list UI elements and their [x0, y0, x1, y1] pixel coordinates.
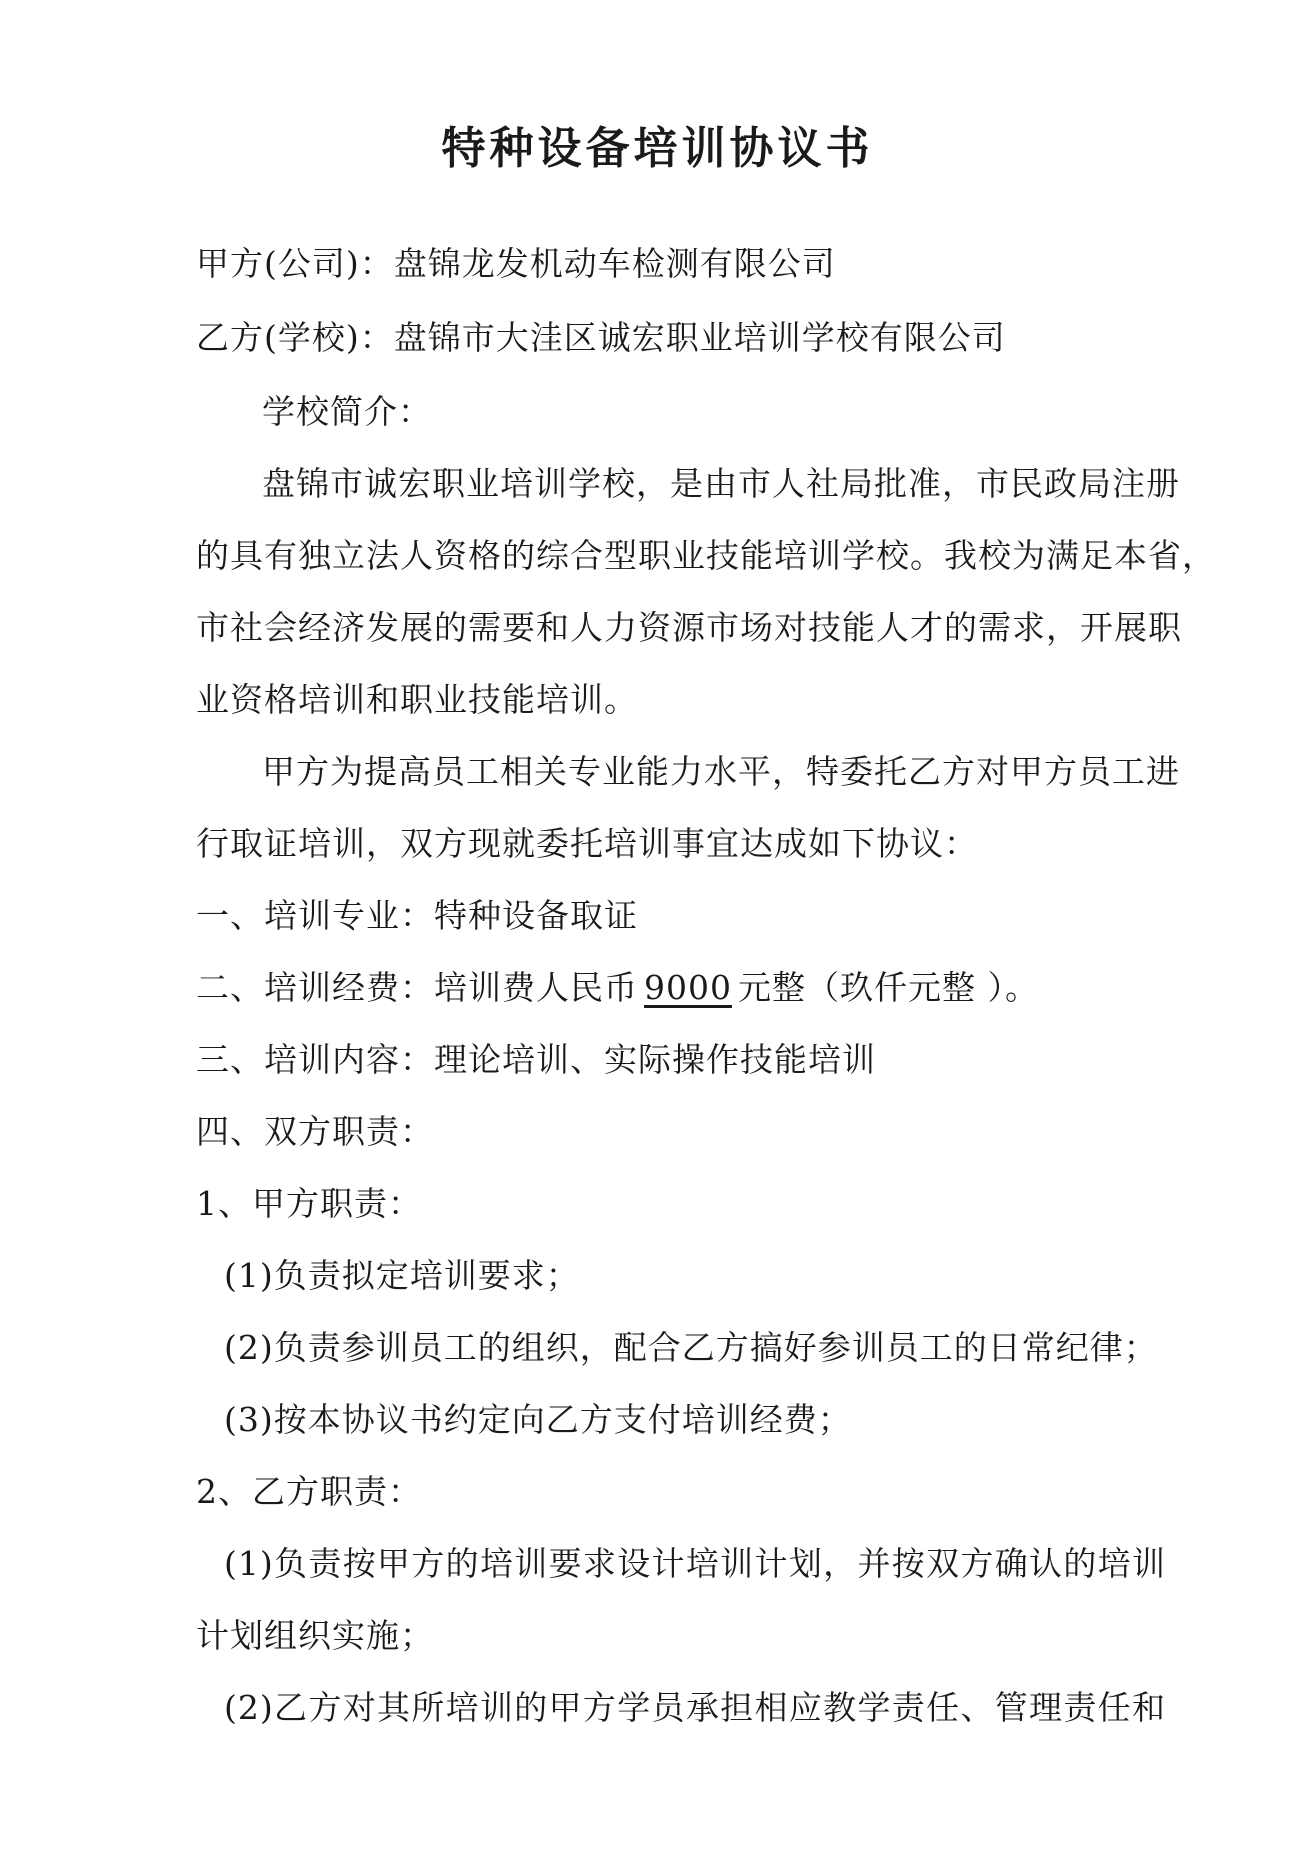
intro-line: 盘锦市诚宏职业培训学校，是由市人社局批准，市民政局注册 — [262, 464, 1180, 503]
intro-heading: 学校简介： — [262, 392, 432, 431]
party-b-line — [196, 318, 1006, 358]
fee-amount: 9000 — [644, 968, 732, 1007]
purpose-line: 行取证培训，双方现就委托培训事宜达成如下协议： — [196, 824, 978, 863]
intro-line: 市社会经济发展的需要和人力资源市场对技能人才的需求，开展职 — [196, 608, 1182, 647]
fee-prefix: 二、培训经费：培训费人民币 — [196, 968, 638, 1007]
duty-b-item: (2)乙方对其所培训的甲方学员承担相应教学责任、管理责任和 — [224, 1688, 1166, 1727]
party-b-label: 乙方(学校)： — [196, 318, 394, 357]
intro-line: 业资格培训和职业技能培训。 — [196, 680, 638, 719]
clause-training-fee — [196, 968, 1039, 1008]
intro-line: 的具有独立法人资格的综合型职业技能培训学校。我校为满足本省， — [196, 536, 1216, 575]
duty-b-item: (1)负责按甲方的培训要求设计培训计划，并按双方确认的培训 — [224, 1544, 1166, 1583]
duty-a-item: (3)按本协议书约定向乙方支付培训经费； — [224, 1400, 852, 1439]
clause-training-major: 一、培训专业：特种设备取证 — [196, 896, 638, 935]
clause-training-content: 三、培训内容：理论培训、实际操作技能培训 — [196, 1040, 876, 1079]
purpose-line: 甲方为提高员工相关专业能力水平，特委托乙方对甲方员工进 — [262, 752, 1180, 791]
duty-a-heading: 1、甲方职责： — [196, 1184, 422, 1223]
duty-b-item: 计划组织实施； — [196, 1616, 434, 1655]
clause-duties: 四、双方职责： — [196, 1112, 434, 1151]
duty-b-heading: 2、乙方职责： — [196, 1472, 422, 1511]
party-a-value: 盘锦龙发机动车检测有限公司 — [393, 244, 836, 283]
document-title: 特种设备培训协议书 — [441, 123, 874, 174]
party-a-label: 甲方(公司)： — [196, 244, 394, 283]
fee-suffix: 元整（玖仟元整 ）。 — [737, 968, 1039, 1007]
duty-a-item: (2)负责参训员工的组织，配合乙方搞好参训员工的日常纪律； — [224, 1328, 1158, 1367]
party-b-value: 盘锦市大洼区诚宏职业培训学校有限公司 — [393, 318, 1006, 357]
duty-a-item: (1)负责拟定培训要求； — [224, 1256, 580, 1295]
party-a-line — [196, 244, 836, 284]
